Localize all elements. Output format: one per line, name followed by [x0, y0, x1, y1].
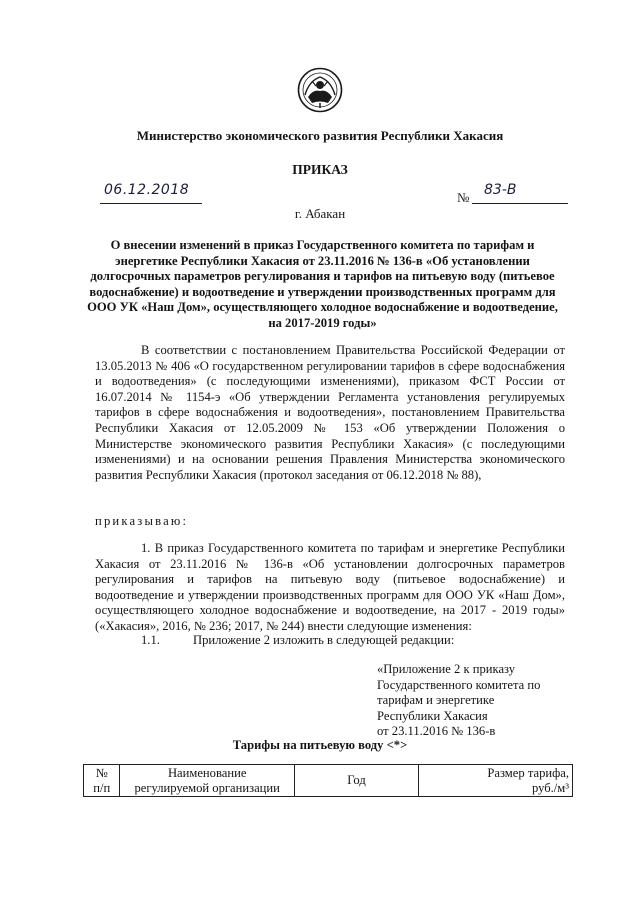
clause-1-1-text: Приложение 2 изложить в следующей редакции: — [193, 633, 455, 647]
annex-reference — [377, 662, 572, 740]
clause-1-paragraph: 1. В приказ Государственного комитета по тарифам и энергетике Республики Хакасия от 23.11.2016 № 136-в «Об установлении долгосрочных параметров регулирования и тарифов на питьевую воду (питьевое водоснабжение) и водоотведение и утверждении производственных программ для ООО УК «Наш Дом», осуществляющего холодное водоснабжение и водоотведение, на 2017 - 2019 годы» («Хакасия», 2016, № 236; 2017, № 244) внести следующие изменения: — [95, 541, 565, 633]
coat-of-arms-emblem — [297, 67, 343, 113]
city: г. Абакан — [294, 206, 346, 221]
annex-line: «Приложение 2 к приказу — [377, 662, 516, 676]
table-caption: Тарифы на питьевую воду <*> — [232, 738, 408, 752]
clause-1-1-number: 1.1. — [141, 633, 160, 647]
column-header-number: № п/п — [84, 765, 120, 797]
document-heading: О внесении изменений в приказ Государственного комитета по тарифам и энергетике Республики Хакасия от 23.11.2016 № 136-в «Об установлении долгосрочных параметров регулирования и тарифов на питьевую воду (питьевое водоснабжение) и водоотведение и утверждении производственных программ для ООО УК «Наш Дом», осуществляющего холодное водоснабжение и водоотведение, на 2017-2019 годы» — [87, 238, 558, 330]
handwritten-date: 06.12.2018 — [104, 182, 190, 198]
column-header-tariff: Размер тарифа, руб./м³ — [419, 765, 573, 797]
annex-line: Республики Хакасия — [377, 708, 488, 723]
handwritten-number: 83-В — [484, 182, 517, 198]
tariff-table — [83, 764, 573, 797]
table-header-row — [84, 765, 573, 797]
number-label: № — [457, 190, 470, 205]
column-header-year: Год — [294, 765, 418, 797]
ministry-name: Министерство экономического развития Республики Хакасия — [136, 128, 504, 143]
decree-word: приказываю: — [95, 514, 189, 528]
annex-line: тарифам и энергетике — [377, 693, 495, 708]
document-type: ПРИКАЗ — [292, 162, 348, 177]
preamble-paragraph: В соответствии с постановлением Правительства Российской Федерации от 13.05.2013 № 406 «О государственном регулировании тарифов в сфере водоснабжения и водоотведения» (с последующими изменениями), приказом ФСТ России от 16.07.2014 № 1154-э «Об утверждении Регламента установления регулируемых тарифов в сфере водоснабжения и водоотведения», постановлением Правительства Республики Хакасия от 12.05.2009 № 153 «Об утверждении Положения о Министерстве экономического развития Республики Хакасия» (с последующими изменениями) и на основании решения Правления Министерства экономического развития Республики Хакасия (протокол заседания от 06.12.2018 № 88), — [95, 343, 565, 482]
clause-1-1 — [141, 633, 454, 649]
annex-line: Государственного комитета по — [377, 677, 541, 692]
annex-line: от 23.11.2016 № 136-в — [377, 724, 496, 739]
column-header-organization: Наименование регулируемой организации — [120, 765, 294, 797]
